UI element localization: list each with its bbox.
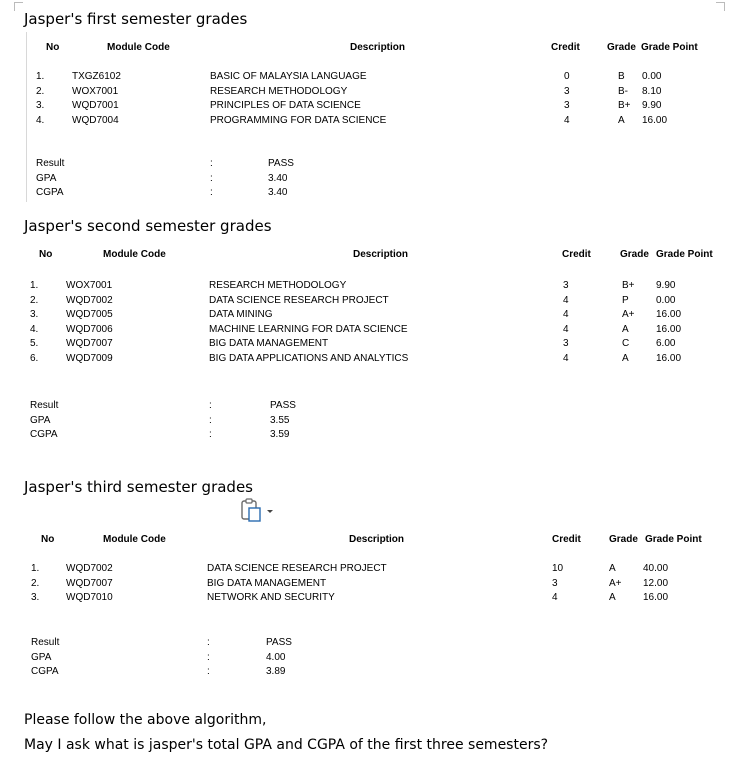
row-grade-point: 16.00	[656, 309, 682, 320]
row-credit: 4	[563, 294, 569, 306]
row-description: PRINCIPLES OF DATA SCIENCE	[210, 100, 361, 111]
page-corner-mark-left	[14, 2, 23, 11]
sem3-code-column	[66, 562, 113, 606]
row-grade-point: 40.00	[643, 563, 669, 574]
header-module-code: Module Code	[107, 42, 170, 53]
cgpa-value: 3.59	[270, 429, 290, 440]
cgpa-label: CGPA	[36, 187, 64, 198]
header-grade: Grade	[607, 42, 636, 53]
gpa-value: 3.40	[268, 172, 288, 184]
sem3-point-column	[643, 562, 668, 606]
row-description: PROGRAMMING FOR DATA SCIENCE	[210, 114, 387, 126]
sem3-title: Jasper's third semester grades	[24, 478, 253, 496]
header-grade-point: Grade Point	[641, 42, 698, 53]
row-grade-point: 6.00	[656, 338, 676, 349]
row-credit: 3	[552, 577, 558, 589]
row-no: 3.	[36, 100, 45, 111]
row-code: WOX7001	[72, 85, 119, 97]
row-grade-point: 12.00	[643, 577, 669, 589]
gpa-label: GPA	[36, 172, 57, 184]
row-credit: 10	[552, 563, 564, 574]
separator: :	[210, 172, 213, 184]
separator: :	[207, 637, 210, 648]
separator: :	[209, 400, 212, 411]
question-line-2: May I ask what is jasper's total GPA and CGPA of the first three semesters?	[24, 737, 549, 753]
sem1-desc-column	[210, 70, 386, 128]
row-credit: 4	[552, 592, 558, 603]
row-no: 1.	[30, 280, 39, 291]
header-grade-point: Grade Point	[645, 534, 702, 545]
header-no: No	[41, 534, 55, 545]
row-no: 5.	[30, 338, 39, 349]
row-description: DATA MINING	[209, 309, 273, 320]
row-credit: 3	[563, 338, 569, 349]
row-credit: 0	[564, 71, 570, 82]
row-no: 4.	[36, 114, 45, 126]
gpa-label: GPA	[30, 414, 51, 426]
clipboard-paste-options-icon	[241, 498, 277, 524]
row-grade: A+	[622, 309, 635, 320]
row-grade: A	[618, 114, 625, 126]
question-line-1: Please follow the above algorithm,	[24, 712, 267, 728]
sem2-summary-values	[270, 399, 296, 443]
gpa-value: 3.55	[270, 414, 290, 426]
cgpa-label: CGPA	[31, 666, 59, 677]
header-credit: Credit	[552, 534, 581, 545]
row-code: WQD7005	[66, 309, 113, 320]
row-description: RESEARCH METHODOLOGY	[209, 280, 347, 291]
row-no: 3.	[31, 592, 40, 603]
sem3-summary-labels	[31, 636, 59, 680]
header-credit: Credit	[562, 249, 591, 260]
row-code: WOX7001	[66, 280, 113, 291]
sem3-summary-separators	[207, 636, 210, 680]
row-no: 2.	[31, 577, 40, 589]
row-code: WQD7001	[72, 100, 119, 111]
row-credit: 3	[564, 85, 570, 97]
separator: :	[207, 651, 210, 663]
header-description: Description	[349, 534, 405, 545]
row-grade: A	[609, 592, 616, 603]
header-grade: Grade	[609, 534, 638, 545]
sem2-desc-column	[209, 279, 408, 366]
result-label: Result	[30, 400, 59, 411]
header-grade-point: Grade Point	[656, 249, 713, 260]
sem2-summary-separators	[209, 399, 212, 443]
row-description: BIG DATA MANAGEMENT	[209, 338, 329, 349]
row-grade-point: 16.00	[656, 323, 682, 335]
sem3-grade-column	[609, 562, 622, 606]
row-description: BIG DATA APPLICATIONS AND ANALYTICS	[209, 352, 409, 364]
header-credit: Credit	[551, 42, 580, 53]
row-credit: 4	[563, 323, 569, 335]
sem1-credit-column	[564, 70, 570, 128]
row-grade-point: 16.00	[642, 114, 668, 126]
row-description: MACHINE LEARNING FOR DATA SCIENCE	[209, 323, 408, 335]
sem3-credit-column	[552, 562, 563, 606]
result-value: PASS	[270, 400, 296, 411]
row-no: 1.	[31, 563, 40, 574]
sem1-summary-separators	[210, 157, 213, 201]
sem2-title: Jasper's second semester grades	[24, 217, 272, 235]
sem1-title: Jasper's first semester grades	[24, 10, 248, 28]
row-description: DATA SCIENCE RESEARCH PROJECT	[209, 294, 389, 306]
row-no: 2.	[30, 294, 39, 306]
separator: :	[207, 666, 210, 677]
sem2-point-column	[656, 279, 681, 366]
sem2-summary-labels	[30, 399, 58, 443]
header-no: No	[39, 249, 53, 260]
row-credit: 4	[564, 114, 570, 126]
row-no: 3.	[30, 309, 39, 320]
result-label: Result	[36, 158, 65, 169]
sem1-no-column	[36, 70, 44, 128]
sem1-code-column	[72, 70, 121, 128]
row-grade-point: 8.10	[642, 85, 662, 97]
separator: :	[209, 429, 212, 440]
row-code: WQD7002	[66, 294, 113, 306]
row-credit: 3	[563, 280, 569, 291]
row-grade-point: 9.90	[656, 280, 676, 291]
separator: :	[210, 158, 213, 169]
header-module-code: Module Code	[103, 249, 166, 260]
row-grade: B+	[622, 280, 635, 291]
sem3-desc-column	[207, 562, 387, 606]
row-code: WQD7009	[66, 352, 113, 364]
separator: :	[210, 187, 213, 198]
sem1-summary-labels	[36, 157, 64, 201]
row-grade-point: 0.00	[656, 294, 676, 306]
row-credit: 4	[563, 352, 569, 364]
row-grade-point: 16.00	[656, 352, 682, 364]
header-description: Description	[353, 249, 409, 260]
row-no: 1.	[36, 71, 45, 82]
gpa-label: GPA	[31, 651, 52, 663]
sem1-point-column	[642, 70, 667, 128]
header-description: Description	[350, 42, 406, 53]
row-no: 6.	[30, 352, 39, 364]
sem1-grade-column	[618, 70, 631, 128]
header-grade: Grade	[620, 249, 649, 260]
row-credit: 4	[563, 309, 569, 320]
row-description: BASIC OF MALAYSIA LANGUAGE	[210, 71, 367, 82]
gpa-value: 4.00	[266, 651, 286, 663]
sem3-no-column	[31, 562, 39, 606]
result-value: PASS	[266, 637, 292, 648]
sem2-code-column	[66, 279, 113, 366]
row-grade: A	[609, 563, 616, 574]
row-credit: 3	[564, 100, 570, 111]
sem2-no-column	[30, 279, 38, 366]
row-description: BIG DATA MANAGEMENT	[207, 577, 327, 589]
row-grade: C	[622, 338, 630, 349]
row-description: DATA SCIENCE RESEARCH PROJECT	[207, 563, 387, 574]
sem3-summary-values	[266, 636, 292, 680]
row-grade: A+	[609, 577, 622, 589]
row-code: WQD7010	[66, 592, 113, 603]
row-code: WQD7004	[72, 114, 119, 126]
page-corner-mark-right	[716, 2, 725, 11]
row-description: NETWORK AND SECURITY	[207, 592, 335, 603]
sem1-grade-sheet	[26, 32, 717, 202]
sem2-grade-sheet	[26, 240, 726, 450]
row-grade: A	[622, 323, 629, 335]
row-grade-point: 9.90	[642, 100, 662, 111]
result-label: Result	[31, 637, 60, 648]
result-value: PASS	[268, 158, 294, 169]
row-code: WQD7007	[66, 338, 113, 349]
row-grade: B-	[618, 85, 628, 97]
row-code: WQD7002	[66, 563, 113, 574]
cgpa-value: 3.89	[266, 666, 286, 677]
row-grade-point: 0.00	[642, 71, 662, 82]
sem3-grade-sheet	[26, 526, 726, 686]
row-description: RESEARCH METHODOLOGY	[210, 85, 348, 97]
row-grade: B	[618, 71, 625, 82]
header-no: No	[46, 42, 60, 53]
row-grade: A	[622, 352, 629, 364]
separator: :	[209, 414, 212, 426]
header-module-code: Module Code	[103, 534, 166, 545]
row-code: WQD7007	[66, 577, 113, 589]
cgpa-label: CGPA	[30, 429, 58, 440]
row-no: 2.	[36, 85, 45, 97]
row-grade-point: 16.00	[643, 592, 669, 603]
sem2-credit-column	[563, 279, 569, 366]
row-code: WQD7006	[66, 323, 113, 335]
row-grade: B+	[618, 100, 631, 111]
cgpa-value: 3.40	[268, 187, 288, 198]
row-grade: P	[622, 294, 629, 306]
row-no: 4.	[30, 323, 39, 335]
paste-options-button[interactable]	[241, 498, 277, 524]
row-code: TXGZ6102	[72, 71, 121, 82]
sem1-summary-values	[268, 157, 294, 201]
sem2-grade-column	[622, 279, 635, 366]
